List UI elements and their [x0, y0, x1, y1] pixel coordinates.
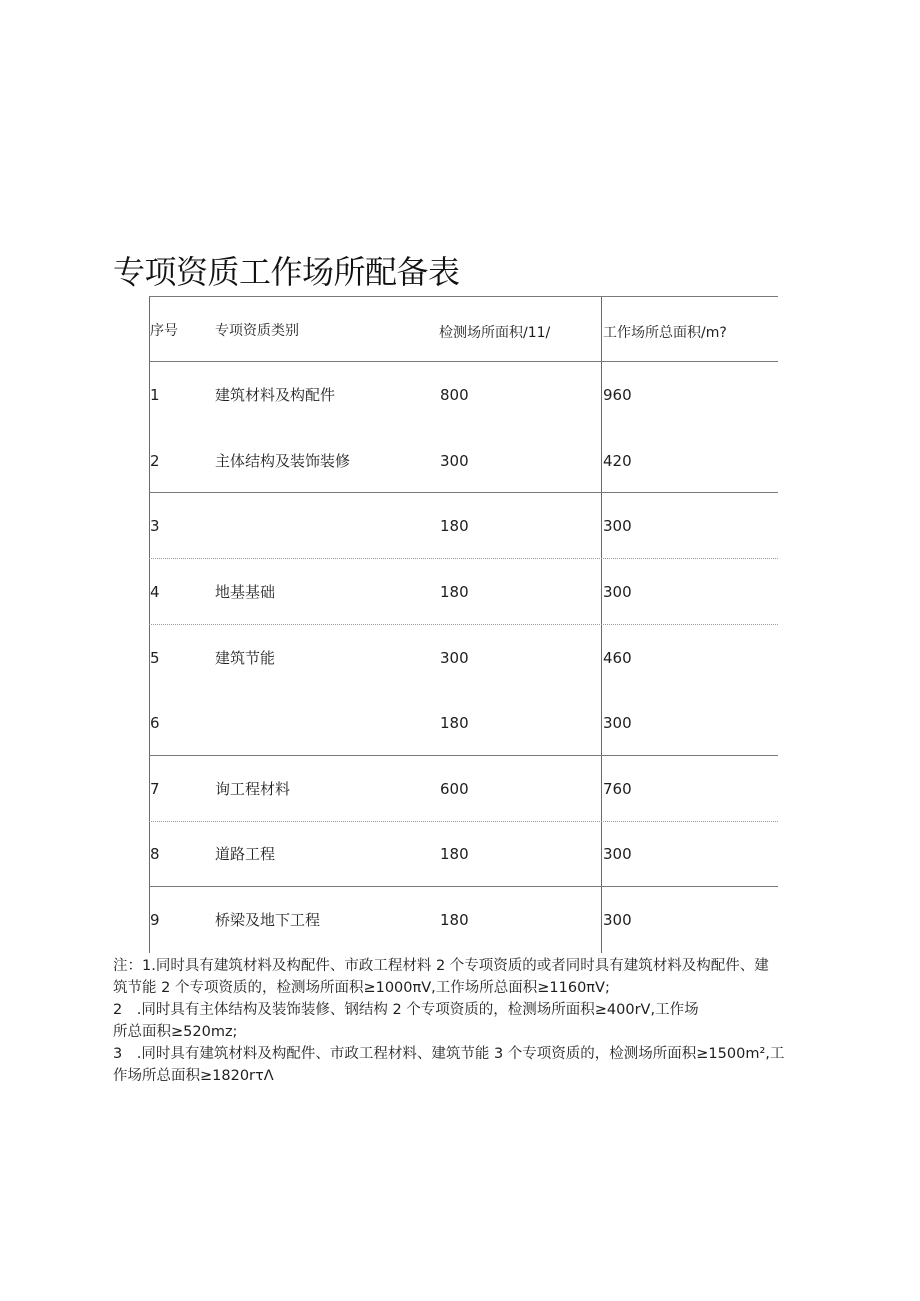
- row-divider: [149, 624, 778, 625]
- row-category: 桥梁及地下工程: [215, 911, 321, 929]
- header-category: 专项资质类别: [215, 323, 299, 339]
- row-work-area: 760: [603, 780, 632, 798]
- page-title: 专项资质工作场所配备表: [113, 253, 460, 291]
- row-work-area: 300: [603, 517, 632, 535]
- note-line: 筑节能 2 个专项资质的，检测场所面积≥1000πV,工作场所总面积≥1160πV;: [113, 980, 610, 996]
- row-test-area: 800: [440, 386, 469, 404]
- row-test-area: 180: [440, 517, 469, 535]
- note-line: 注：1.同时具有建筑材料及构配件、市政工程材料 2 个专项资质的或者同时具有建筑材料及构配件、建: [113, 958, 769, 974]
- row-work-area: 420: [603, 452, 632, 470]
- row-divider: [149, 558, 778, 559]
- row-category: 道路工程: [215, 845, 276, 863]
- row-work-area: 960: [603, 386, 632, 404]
- row-category: 询工程材料: [215, 780, 291, 798]
- table-notes: [113, 955, 823, 1087]
- row-test-area: 180: [440, 845, 469, 863]
- row-index: 3: [150, 517, 160, 535]
- row-divider: [149, 755, 778, 756]
- note-line: 2 .同时具有主体结构及装饰装修、钢结构 2 个专项资质的，检测场所面积≥400rV,工作场: [113, 1002, 699, 1018]
- row-index: 7: [150, 780, 160, 798]
- row-work-area: 300: [603, 911, 632, 929]
- row-work-area: 300: [603, 714, 632, 732]
- header-index: 序号: [150, 323, 178, 339]
- note-line: 3 .同时具有建筑材料及构配件、市政工程材料、建筑节能 3 个专项资质的，检测场所面积≥1500m²,工: [113, 1046, 785, 1062]
- note-line: 作场所总面积≥1820rτΛ: [113, 1068, 274, 1084]
- row-test-area: 180: [440, 911, 469, 929]
- row-category: 建筑节能: [215, 649, 276, 667]
- row-index: 8: [150, 845, 160, 863]
- header-test-area: 检测场所面积∕11/: [439, 325, 551, 341]
- header-row-divider: [149, 361, 778, 362]
- row-index: 2: [150, 452, 160, 470]
- row-index: 6: [150, 714, 160, 732]
- row-index: 1: [150, 386, 160, 404]
- row-work-area: 460: [603, 649, 632, 667]
- row-index: 9: [150, 911, 160, 929]
- row-divider: [149, 492, 778, 493]
- table-border-top: [149, 296, 778, 297]
- row-category: 主体结构及装饰装修: [215, 452, 351, 470]
- row-category: 建筑材料及构配件: [215, 386, 336, 404]
- row-divider: [149, 821, 778, 822]
- row-test-area: 300: [440, 452, 469, 470]
- row-test-area: 180: [440, 583, 469, 601]
- row-work-area: 300: [603, 845, 632, 863]
- row-test-area: 180: [440, 714, 469, 732]
- row-test-area: 600: [440, 780, 469, 798]
- row-index: 4: [150, 583, 160, 601]
- row-test-area: 300: [440, 649, 469, 667]
- header-work-area: 工作场所总面积/m?: [603, 325, 727, 341]
- note-line: 所总面积≥520mz;: [113, 1024, 238, 1040]
- row-work-area: 300: [603, 583, 632, 601]
- row-index: 5: [150, 649, 160, 667]
- row-category: 地基基础: [215, 583, 276, 601]
- row-divider: [149, 886, 778, 887]
- qualification-table: [149, 296, 778, 953]
